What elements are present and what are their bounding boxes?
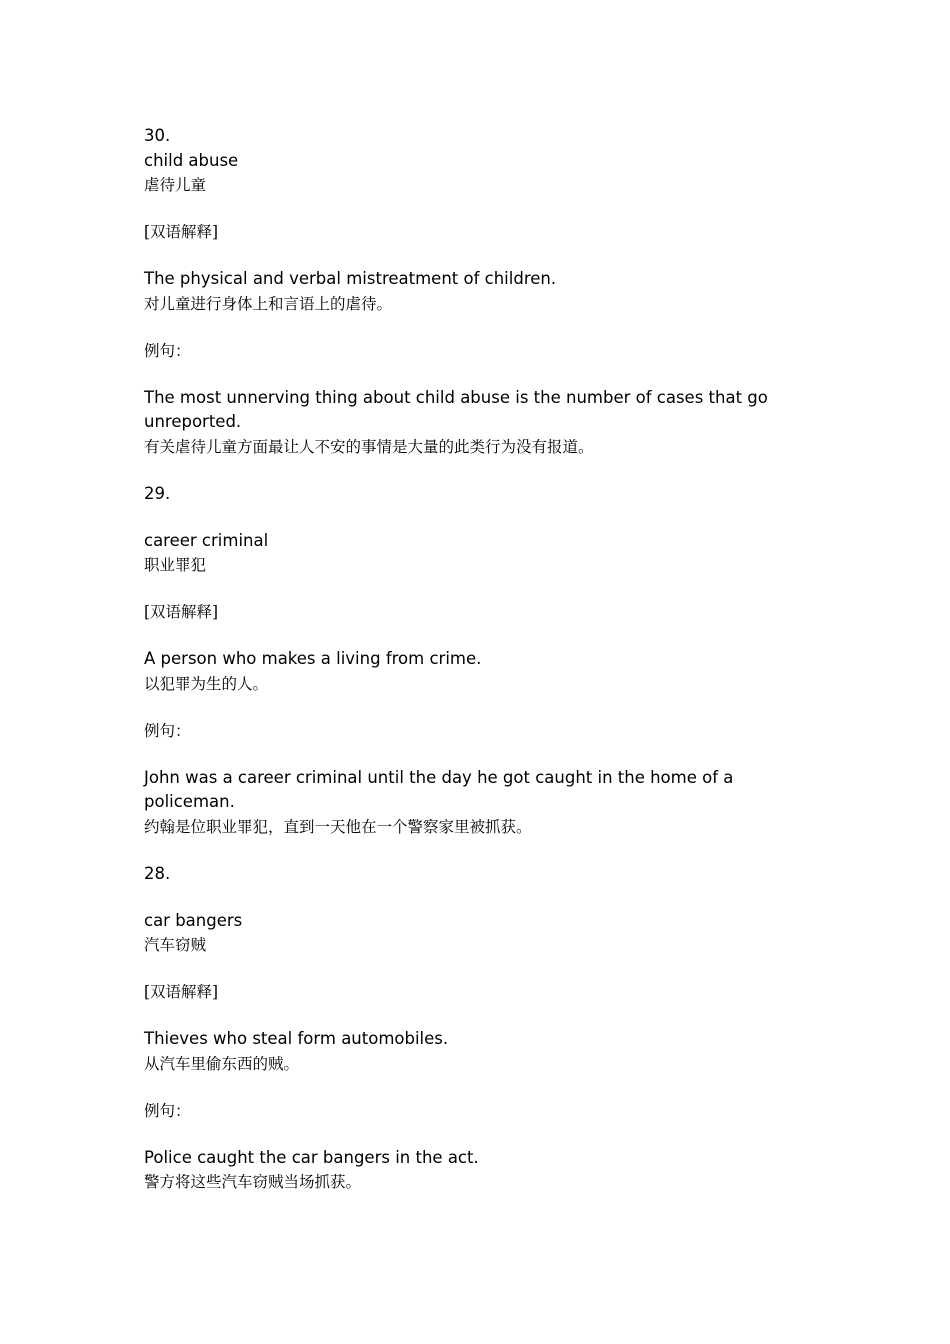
entry-term-translation: 职业罪犯 [144, 556, 207, 574]
example-english-line-1: Police caught the car bangers in the act. [144, 1147, 479, 1167]
glossary-entry [144, 862, 824, 1195]
entry-term-translation: 虐待儿童 [144, 176, 207, 194]
definition-chinese: 从汽车里偷东西的贼。 [144, 1054, 300, 1073]
definition-english: The physical and verbal mistreatment of children. [144, 269, 557, 288]
example-chinese: 警方将这些汽车窃贼当场抓获。 [144, 1173, 362, 1191]
entry-number: 30. [144, 126, 171, 145]
bilingual-label: [双语解释] [144, 983, 219, 1001]
glossary-entry [144, 482, 824, 862]
example-label: 例句： [144, 1101, 191, 1120]
example-chinese: 有关虐待儿童方面最让人不安的事情是大量的此类行为没有报道。 [144, 437, 594, 456]
definition-chinese: 以犯罪为生的人。 [144, 674, 269, 693]
example-label: 例句： [144, 341, 191, 360]
entry-number: 29. [144, 483, 171, 503]
example-english-line-1: The most unnerving thing about child abuse is the number of cases that go [144, 387, 768, 407]
definition-chinese: 对儿童进行身体上和言语上的虐待。 [144, 294, 393, 313]
entry-number: 28. [144, 863, 171, 883]
bilingual-label: [双语解释] [144, 223, 219, 241]
entry-term-translation: 汽车窃贼 [144, 936, 207, 954]
definition-english: A person who makes a living from crime. [144, 649, 482, 668]
document-body [144, 124, 824, 1195]
definition-english: Thieves who steal form automobiles. [144, 1029, 449, 1048]
example-chinese: 约翰是位职业罪犯，直到一天他在一个警察家里被抓获。 [144, 817, 532, 836]
entry-term: child abuse [144, 150, 239, 170]
example-english-line-2: policeman. [144, 792, 235, 811]
glossary-entry [144, 124, 824, 482]
example-english-line-1: John was a career criminal until the day he got caught in the home of a [144, 767, 734, 787]
example-label: 例句： [144, 721, 191, 740]
entry-term: car bangers [144, 910, 243, 930]
entry-term: career criminal [144, 530, 269, 550]
example-english-line-2: unreported. [144, 412, 242, 431]
bilingual-label: [双语解释] [144, 603, 219, 621]
